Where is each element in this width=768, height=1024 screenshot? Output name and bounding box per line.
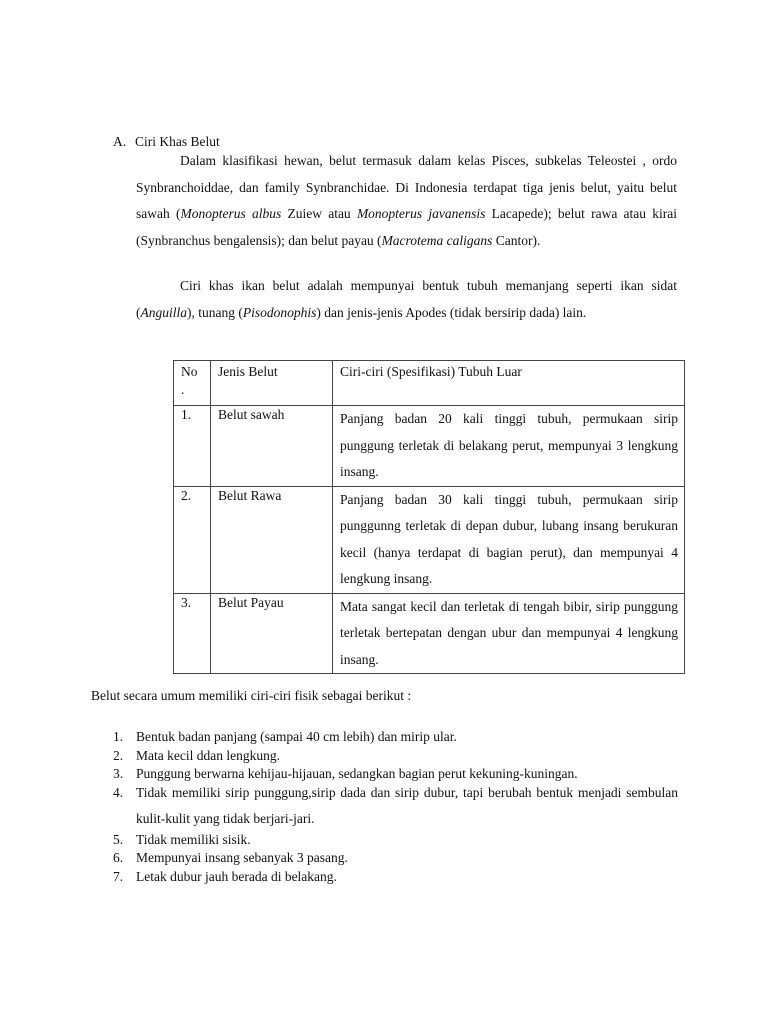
- eel-specification-table: [173, 360, 685, 674]
- paragraph-text: Cantor).: [492, 232, 541, 248]
- item-text: Punggung berwarna kehijau-hijauan, sedangkan bagian perut kekuning-kuningan.: [136, 766, 578, 781]
- cell-jenis: Belut sawah: [211, 406, 333, 487]
- section-letter: A.: [113, 134, 127, 149]
- list-item: [113, 868, 678, 887]
- list-item: [113, 747, 678, 766]
- item-number: 6.: [113, 850, 124, 865]
- species-name: Monopterus albus: [180, 206, 282, 221]
- section-title: Ciri Khas Belut: [135, 134, 220, 149]
- item-number: 3.: [113, 766, 124, 781]
- species-name: Anguilla: [140, 304, 187, 320]
- paragraph-text: Dalam klasifikasi hewan, belut termasuk dalam kelas Pisces, subkelas Teleostei , ordo Synbranchoiddae, dan family Synbranchidae. Di Indonesia terdapat tiga jenis belut, yaitu belut sawah (: [136, 153, 677, 221]
- features-intro: Belut secara umum memiliki ciri-ciri fisik sebagai berikut :: [91, 688, 412, 703]
- item-text: Tidak memiliki sirip punggung,sirip dada dan sirip dubur, tapi berubah bentuk menjadi sembulan kulit-kulit yang tidak berjari-jari.: [136, 784, 678, 826]
- species-name: Pisodonophis: [242, 304, 317, 320]
- item-text: Mempunyai insang sebanyak 3 pasang.: [136, 850, 348, 865]
- list-item: [113, 728, 678, 747]
- item-text: Tidak memiliki sisik.: [136, 831, 251, 847]
- item-text: Letak dubur jauh berada di belakang.: [136, 868, 337, 884]
- cell-no: 3.: [174, 593, 211, 674]
- header-jenis: Jenis Belut: [211, 361, 333, 406]
- table-row: [174, 406, 685, 487]
- item-text: Bentuk badan panjang (sampai 40 cm lebih) dan mirip ular.: [136, 729, 457, 744]
- table-row: [174, 593, 685, 674]
- species-name: Macrotema caligans: [381, 232, 493, 248]
- list-item: [113, 780, 678, 833]
- paragraph-text: Lacapede); belut rawa atau kirai (Synbranchus bengalensis); dan belut payau (: [136, 206, 678, 248]
- item-number: 4.: [113, 784, 124, 800]
- cell-no: 1.: [174, 406, 211, 487]
- item-number: 5.: [113, 831, 124, 847]
- paragraph-characteristics: [136, 273, 677, 326]
- list-item: [113, 849, 678, 868]
- cell-jenis: Belut Payau: [211, 593, 333, 674]
- table-header-row: [174, 361, 685, 406]
- header-no: No .: [174, 361, 211, 406]
- item-number: 1.: [113, 729, 124, 744]
- features-list: [113, 728, 678, 886]
- paragraph-text: Zuiew atau: [281, 206, 357, 221]
- species-name: Monopterus javanensis: [356, 206, 486, 221]
- header-ciri: Ciri-ciri (Spesifikasi) Tubuh Luar: [333, 361, 685, 406]
- item-text: Mata kecil ddan lengkung.: [136, 747, 280, 763]
- paragraph-classification: [136, 148, 677, 254]
- item-number: 2.: [113, 747, 124, 763]
- item-number: 7.: [113, 868, 124, 884]
- list-item: [113, 831, 678, 850]
- paragraph-text: Ciri khas ikan belut adalah mempunyai bentuk tubuh memanjang seperti ikan sidat (: [136, 278, 677, 320]
- cell-jenis: Belut Rawa: [211, 486, 333, 593]
- cell-ciri: Mata sangat kecil dan terletak di tengah bibir, sirip punggung terletak bertepatan dengan ubur dan mempunyai 4 lengkung insang.: [333, 593, 685, 674]
- paragraph-text: ), tunang (: [187, 304, 243, 320]
- table-row: [174, 486, 685, 593]
- cell-ciri: Panjang badan 30 kali tinggi tubuh, permukaan sirip punggunng terletak di depan dubur, lubang insang berukuran kecil (hanya terdapat di bagian perut), dan mempunyai 4 lengkung insang.: [333, 486, 685, 593]
- cell-ciri: Panjang badan 20 kali tinggi tubuh, permukaan sirip punggung terletak di belakang perut, mempunyai 3 lengkung insang.: [333, 406, 685, 487]
- paragraph-text: ) dan jenis-jenis Apodes (tidak bersirip dada) lain.: [316, 304, 587, 320]
- cell-no: 2.: [174, 486, 211, 593]
